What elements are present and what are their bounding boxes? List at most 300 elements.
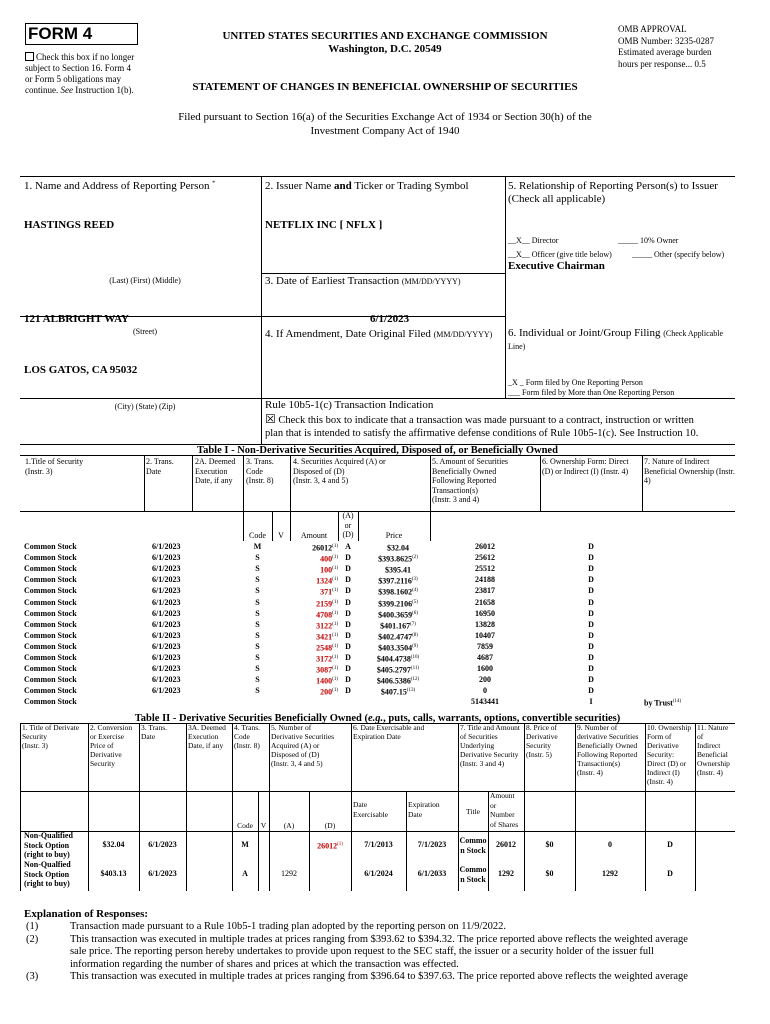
disposed-amount	[309, 840, 351, 851]
shares-owned: 23817	[475, 586, 495, 596]
sub-line: Number	[490, 810, 515, 819]
acquired-disposed: D	[345, 641, 351, 651]
footnote-number: (2)	[26, 933, 39, 945]
sub-line: Exercisable	[353, 809, 388, 819]
header-line: Indirect (I)	[647, 768, 680, 777]
no-longer-subject-checkbox-block	[25, 52, 165, 96]
table2-sub-code: Code	[237, 821, 253, 830]
acquired-disposed: D	[345, 575, 351, 585]
amount-value: 1400	[316, 676, 333, 686]
security-title: Common Stock	[24, 619, 77, 629]
table1-h-form: 6. Ownership Form: Direct (D) or Indirect (I) (Instr. 4)	[542, 457, 629, 476]
header-line: (Instr. 3, 4 and 5)	[271, 759, 323, 768]
table-row	[24, 674, 734, 685]
ownership-form: D	[588, 586, 594, 596]
header-line: Derivative	[647, 741, 679, 750]
price-value: $401.167	[380, 621, 411, 631]
amount-value: 100	[320, 565, 333, 575]
header-line: (Instr. 4)	[577, 768, 603, 777]
price-value: $397.2116	[378, 576, 412, 586]
amount-value: 371	[320, 588, 333, 598]
transaction-date: 6/1/2023	[152, 542, 181, 551]
title-line: Non-Qualified	[24, 831, 73, 840]
table2-header-cell	[88, 723, 139, 791]
table-row	[24, 641, 734, 652]
table1-h-date: 2. Trans. Date	[146, 457, 174, 476]
label-earliest-date: 3. Date of Earliest Transaction (MM/DD/YYYY)	[265, 275, 461, 287]
officer-title: Executive Chairman	[508, 260, 605, 272]
rule-10b5-checkbox[interactable]: ☒	[265, 412, 276, 426]
explanation-item	[24, 934, 736, 972]
amount-footnote: (1)	[332, 555, 338, 561]
checkbox-text-line2: subject to Section 16. Form 4	[25, 63, 131, 73]
acquired-disposed: D	[345, 630, 351, 640]
table2-grid-cell	[695, 791, 735, 891]
table1-sub-code: Code	[249, 531, 266, 540]
transaction-date: 6/1/2023	[152, 597, 181, 607]
acquired-disposed: D	[345, 586, 351, 596]
transaction-code: S	[255, 641, 260, 651]
security-title: Common Stock	[24, 675, 77, 685]
ownership-form: D	[588, 653, 594, 662]
price-value: $407.15	[380, 687, 407, 697]
disposed-value: 26012	[317, 841, 338, 851]
commission-location: Washington, D.C. 20549	[328, 43, 442, 55]
relationship-director[interactable]: __X__ Director	[508, 236, 559, 245]
price-footnote: (9)	[412, 643, 418, 649]
price-value: $395.41	[385, 565, 411, 575]
price-value: $399.2106	[378, 599, 413, 609]
table2-header-cell	[232, 723, 269, 791]
acquired-disposed: D	[345, 564, 351, 574]
table2-sub-d: (D)	[324, 821, 336, 830]
ownership-form: D	[588, 641, 594, 651]
transaction-code: S	[255, 664, 260, 674]
relationship-10pct-owner[interactable]: _____ 10% Owner	[618, 236, 679, 245]
sub-line: of Shares	[490, 819, 519, 829]
rule-10b5-indication: ☒ Check this box to indicate that a transaction was made pursuant to a contract, instruction or written plan that is intended to satisfy the affirmative defense conditions of Rule 10b5-1(c). See Instruction 10.	[265, 412, 699, 439]
footnote-number: (1)	[26, 921, 39, 932]
header-line: Underlying	[460, 741, 495, 750]
explanation-heading: Explanation of Responses:	[24, 908, 149, 920]
ownership-nature	[644, 696, 681, 709]
derivative-price: $0	[545, 840, 554, 849]
omb-hours: hours per response... 0.5	[618, 58, 706, 69]
table2-header-cell	[351, 723, 458, 791]
table-row	[24, 585, 734, 596]
date-exercisable: 7/1/2013	[364, 840, 393, 849]
checkbox-text-line3: or Form 5 obligations may	[25, 74, 121, 84]
table-row	[24, 552, 734, 563]
ownership-form: D	[588, 597, 594, 607]
filing-more-persons[interactable]: ___ Form filed by More than One Reporting Person	[508, 388, 675, 397]
table1-sub-ad: (A) or (D)	[342, 511, 354, 540]
sub-line: Expiration	[408, 800, 440, 809]
label-reporting-person: 1. Name and Address of Reporting Person *	[24, 180, 216, 192]
label-filing-type: 6. Individual or Joint/Group Filing (Check Applicable Line)	[508, 327, 723, 351]
derivative-title	[24, 860, 71, 889]
transaction-code: S	[255, 630, 260, 640]
underlying-title	[458, 865, 488, 884]
header-line: Transaction(s)	[577, 759, 621, 768]
security-title: Common Stock	[24, 641, 77, 651]
underlying-shares: 1292	[498, 869, 514, 878]
table2-sub-title: Title	[466, 807, 480, 816]
table2-header-cell	[458, 723, 524, 791]
table1-h-title: 1.Title of Security (Instr. 3)	[25, 457, 84, 476]
header-line: Derivative	[90, 750, 122, 759]
omb-approval-label: OMB APPROVAL	[618, 24, 687, 34]
header-line: Beneficially Owned	[577, 741, 638, 750]
header-line: Direct (D) or	[647, 759, 687, 768]
table1-sub-amount: Amount	[300, 531, 328, 540]
earliest-transaction-date: 6/1/2023	[370, 313, 410, 325]
header-line: (Instr. 3 and 4)	[460, 759, 505, 768]
transaction-code: S	[255, 619, 260, 629]
transaction-code: S	[255, 564, 260, 574]
transaction-date: 6/1/2023	[152, 686, 181, 696]
amount-footnote: (1)	[332, 610, 338, 616]
header-line: Security	[526, 741, 551, 750]
table2-header-cell	[269, 723, 351, 791]
header-line: Derivative Security	[460, 750, 519, 759]
header-line: (Instr. 3)	[22, 741, 48, 750]
price-value: $398.1602	[378, 588, 413, 598]
expiration-date: 6/1/2033	[417, 869, 447, 878]
form-title: FORM 4	[25, 23, 138, 45]
acquired-amount: 1292	[281, 869, 297, 878]
security-title: Common Stock	[24, 597, 77, 607]
price-value: $32.04	[387, 543, 409, 553]
header-line: of Securities	[460, 732, 498, 741]
table2-sub-amount	[490, 791, 518, 829]
acquired-disposed: D	[345, 608, 351, 618]
security-title: Common Stock	[24, 564, 77, 574]
ownership-form: D	[588, 664, 594, 674]
acquired-disposed: D	[345, 675, 351, 685]
header-line: Disposed of (D)	[271, 750, 320, 759]
transaction-date: 6/1/2023	[152, 553, 181, 563]
transaction-date: 6/1/2023	[152, 641, 181, 651]
transaction-code: S	[255, 586, 260, 596]
header-line: 9. Number of	[577, 723, 618, 732]
omb-burden-label: Estimated average burden	[618, 47, 712, 57]
transaction-code: S	[255, 597, 260, 607]
disposed-footnote: (1)	[337, 842, 343, 847]
derivatives-owned: 0	[608, 840, 612, 849]
relationship-officer[interactable]: __X__ Officer (give title below)	[508, 250, 612, 259]
underlying-title	[458, 836, 488, 855]
shares-owned: 21658	[475, 597, 495, 607]
checkbox-text-line1: Check this box if no longer	[36, 52, 135, 62]
price-footnote: (3)	[411, 577, 418, 583]
table2-sub-v: V	[260, 821, 267, 830]
shares-owned: 10407	[475, 630, 495, 640]
transaction-date: 6/1/2023	[148, 869, 177, 878]
table-row	[24, 574, 734, 585]
shares-owned: 1600	[477, 664, 493, 674]
footnote-line: information regarding the number of shares and prices at which the transaction was effected.	[70, 958, 459, 970]
header-line: (Instr. 4)	[697, 768, 723, 777]
header-line: 3A. Deemed	[188, 723, 226, 732]
amount-value: 3122	[316, 621, 333, 631]
table-row	[24, 696, 734, 707]
table-row	[24, 608, 734, 619]
price-footnote: (6)	[412, 610, 418, 616]
sub-line: Date	[408, 809, 423, 819]
amount-value: 1324	[316, 576, 333, 586]
amount-footnote: (1)	[332, 599, 338, 605]
table2-header-cell	[575, 723, 645, 791]
ownership-form: D	[588, 542, 594, 551]
header-line: Derivative	[526, 732, 558, 741]
header-line: Security	[22, 732, 47, 741]
title-line: (right to buy)	[24, 850, 70, 859]
header-line: 11. Nature of	[697, 723, 729, 741]
table-row	[24, 541, 734, 552]
header-line: Date	[141, 732, 156, 741]
price-footnote: (4)	[412, 588, 418, 594]
header-line: Expiration Date	[353, 732, 401, 741]
utitle-line: n Stock	[460, 845, 486, 855]
price-footnote: (2)	[412, 555, 418, 561]
header-line: 10. Ownership	[647, 723, 692, 732]
header-line: (Instr. 4)	[647, 777, 673, 786]
issuer-name: NETFLIX INC [ NFLX ]	[265, 219, 383, 231]
security-title: Common Stock	[24, 608, 77, 618]
header-line: 6. Date Exercisable and	[353, 723, 425, 732]
table1-h-code: 3. Trans. Code (Instr. 8)	[246, 457, 274, 486]
amount-value: 2548	[316, 643, 333, 653]
acquired-disposed: A	[345, 542, 351, 551]
date-exercisable: 6/1/2024	[364, 869, 393, 878]
amount-footnote: (1)	[332, 588, 338, 594]
amount-footnote: (1)	[332, 577, 338, 583]
transaction-date: 6/1/2023	[152, 564, 181, 574]
amount-footnote: (1)	[332, 544, 338, 549]
table1-h-nature: 7. Nature of Indirect Beneficial Ownership (Instr. 4)	[644, 457, 735, 486]
table1-sub-v: V	[278, 531, 284, 540]
amount-footnote: (1)	[332, 688, 338, 694]
shares-owned: 25612	[475, 553, 495, 563]
price-value: $406.5386	[376, 676, 411, 686]
table2-title: Table II - Derivative Securities Beneficially Owned (e.g., puts, calls, warrants, options, convertible securities)	[134, 713, 621, 724]
transaction-date: 6/1/2023	[152, 675, 181, 685]
header-line: Derivative Securities	[271, 732, 335, 741]
security-title: Common Stock	[24, 697, 77, 707]
price-footnote: (13)	[406, 688, 416, 694]
utitle-line: n Stock	[460, 874, 486, 884]
table2-grid-cell	[186, 791, 232, 891]
header-line: derivative Securities	[577, 732, 639, 741]
transaction-date: 6/1/2023	[152, 575, 181, 585]
security-title: Common Stock	[24, 542, 77, 551]
header-line: Security:	[647, 750, 675, 759]
table2-header-cell	[524, 723, 575, 791]
price-footnote: (5)	[412, 599, 418, 605]
amount-value: 4708	[316, 610, 333, 620]
header-line: Acquired (A) or	[271, 741, 320, 750]
filing-one-person[interactable]: _X _ Form filed by One Reporting Person	[508, 378, 643, 387]
table1-h-acquired: 4. Securities Acquired (A) or Disposed of (D) (Instr. 3, 4 and 5)	[293, 457, 386, 486]
transaction-date: 6/1/2023	[152, 619, 181, 629]
security-title: Common Stock	[24, 653, 77, 662]
shares-owned: 25512	[475, 564, 495, 574]
transaction-code: S	[255, 686, 260, 696]
nature-footnote: (14)	[672, 699, 682, 705]
amount-value: 3172	[316, 654, 333, 664]
security-title: Common Stock	[24, 553, 77, 563]
header-line: Execution	[188, 732, 219, 741]
transaction-code: M	[241, 840, 249, 849]
title-line: Stock Option	[24, 869, 70, 879]
reporting-person-name: HASTINGS REED	[24, 219, 115, 231]
conversion-price: $32.04	[102, 840, 125, 849]
footnote-line: This transaction was executed in multiple trades at prices ranging from $396.64 to $397.63. The price reported above reflects the weighted average	[70, 971, 688, 982]
sub-line: Amount	[490, 791, 515, 800]
header-line: 8. Price of	[526, 723, 558, 732]
transaction-code: M	[253, 542, 262, 551]
omb-number: OMB Number: 3235-0287	[618, 35, 714, 46]
underlying-shares: 26012	[496, 840, 516, 849]
no-longer-subject-checkbox[interactable]	[25, 52, 34, 61]
header-line: (Instr. 8)	[234, 741, 260, 750]
ownership-form: D	[588, 564, 594, 574]
amount-value: 400	[320, 554, 333, 564]
ownership-form: D	[588, 553, 594, 563]
table1-h-deemed: 2A. Deemed Execution Date, if any	[195, 457, 236, 486]
ownership-form: D	[588, 686, 594, 696]
acquired-disposed: D	[345, 686, 351, 696]
amount-value: 200	[320, 687, 333, 697]
filed-pursuant: Filed pursuant to Section 16(a) of the Securities Exchange Act of 1934 or Section 30(h) of the Investment Company Act of 1940	[178, 111, 592, 137]
expiration-date: 7/1/2023	[417, 840, 447, 849]
transaction-date: 6/1/2023	[152, 608, 181, 618]
table2-header-cell	[186, 723, 232, 791]
price-value: $405.2797	[376, 665, 411, 675]
transaction-code: S	[255, 608, 260, 618]
amount-value: 3421	[316, 632, 333, 642]
ownership-form: D	[588, 575, 594, 585]
footnote-line: This transaction was executed in multiple trades at prices ranging from $393.62 to $394.32. The price reported above reflects the weighted average	[70, 933, 688, 945]
price-value: $400.3659	[378, 610, 413, 620]
transaction-code: S	[255, 675, 260, 685]
acquired-disposed: D	[345, 597, 351, 607]
shares-owned: 4687	[477, 653, 493, 662]
table-row	[24, 563, 734, 574]
price-footnote: (11)	[410, 666, 420, 672]
footnote-line: Transaction made pursuant to a Rule 10b5-1 trading plan adopted by the reporting person on 11/9/2022.	[70, 921, 507, 932]
price-value: $403.3504	[378, 643, 413, 653]
price-value: $393.8625	[378, 554, 413, 564]
nature-text: by Trust	[644, 699, 673, 709]
price-value: $402.4747	[378, 632, 413, 642]
explanation-item	[24, 971, 736, 984]
table-row	[24, 685, 734, 696]
acquired-disposed: D	[345, 653, 351, 662]
table2-sub-a: (A)	[283, 821, 295, 830]
amount-footnote: (1)	[332, 666, 338, 672]
footnote-number: (3)	[26, 971, 39, 982]
shares-owned: 26012	[475, 542, 495, 551]
table2-sub-expiration	[408, 800, 440, 819]
table-row	[24, 630, 734, 641]
label-street: (Street)	[133, 327, 157, 336]
acquired-disposed: D	[345, 619, 351, 629]
derivative-ownership-form: D	[667, 869, 673, 878]
price-footnote: (10)	[410, 655, 420, 660]
header-line: Security	[90, 759, 115, 768]
header-line: Following Reported	[577, 750, 638, 759]
table1-h-owned: 5. Amount of Securities Beneficially Owned Following Reported Transaction(s) (Instr. 3 and 4)	[432, 457, 508, 505]
shares-owned: 5143441	[471, 697, 499, 707]
header-line: Beneficial	[697, 750, 728, 759]
ownership-form: D	[588, 619, 594, 629]
acquired-disposed: D	[345, 664, 351, 674]
explanation-list	[24, 921, 736, 984]
shares-owned: 16950	[475, 608, 495, 618]
label-issuer: 2. Issuer Name and Ticker or Trading Symbol	[265, 180, 469, 192]
reporting-city: LOS GATOS, CA 95032	[24, 364, 138, 376]
security-title: Common Stock	[24, 575, 77, 585]
derivative-ownership-form: D	[667, 840, 673, 849]
price-footnote: (7)	[410, 621, 416, 627]
explanation-item	[24, 921, 736, 934]
table1-title: Table I - Non-Derivative Securities Acquired, Disposed of, or Beneficially Owned	[197, 445, 558, 456]
transaction-date: 6/1/2023	[152, 664, 181, 674]
relationship-other[interactable]: _____ Other (specify below)	[632, 250, 725, 259]
label-city-state-zip: (City) (State) (Zip)	[114, 402, 176, 411]
transaction-date: 6/1/2023	[152, 630, 181, 640]
amount-footnote: (1)	[332, 677, 338, 683]
amount-value: 3087	[316, 665, 333, 675]
transaction-date: 6/1/2023	[152, 653, 181, 662]
omb-approval-box	[618, 24, 714, 70]
table-row	[24, 619, 734, 630]
title-line: Stock Option	[24, 840, 70, 850]
header-line: (Instr. 5)	[526, 750, 552, 759]
table-row	[24, 652, 734, 663]
transaction-code: A	[242, 869, 248, 878]
label-rule-10b5: Rule 10b5-1(c) Transaction Indication	[265, 399, 434, 411]
derivative-title	[24, 831, 73, 860]
transaction-code: S	[255, 553, 260, 563]
header-line: 4. Trans.	[234, 723, 261, 732]
table2-header-cell	[695, 723, 735, 791]
shares-owned: 0	[483, 686, 487, 696]
derivative-price: $0	[545, 869, 554, 878]
price-footnote: (8)	[412, 632, 418, 638]
security-title: Common Stock	[24, 686, 77, 696]
header-line: Date, if any	[188, 741, 224, 750]
title-line: Non-Qualfied	[24, 860, 71, 869]
price-footnote: (12)	[410, 677, 420, 683]
header-line: 1. Title of Derivate	[22, 723, 80, 732]
header-line: Indirect	[697, 741, 721, 750]
table1-sub-price: Price	[385, 531, 403, 540]
amount-footnote: (1)	[332, 655, 338, 660]
transaction-code: S	[255, 653, 260, 662]
header-line: or Exercise	[90, 732, 124, 741]
transaction-code: S	[255, 575, 260, 585]
statement-title: STATEMENT OF CHANGES IN BENEFICIAL OWNERSHIP OF SECURITIES	[192, 81, 578, 93]
header-line: Code	[234, 732, 250, 741]
price-value: $404.4738	[376, 654, 411, 664]
header-line: Form of	[647, 732, 672, 741]
header-line: 2. Conversion	[90, 723, 133, 732]
commission-name: UNITED STATES SECURITIES AND EXCHANGE COMMISSION	[222, 30, 548, 42]
table2-header-cell	[645, 723, 695, 791]
